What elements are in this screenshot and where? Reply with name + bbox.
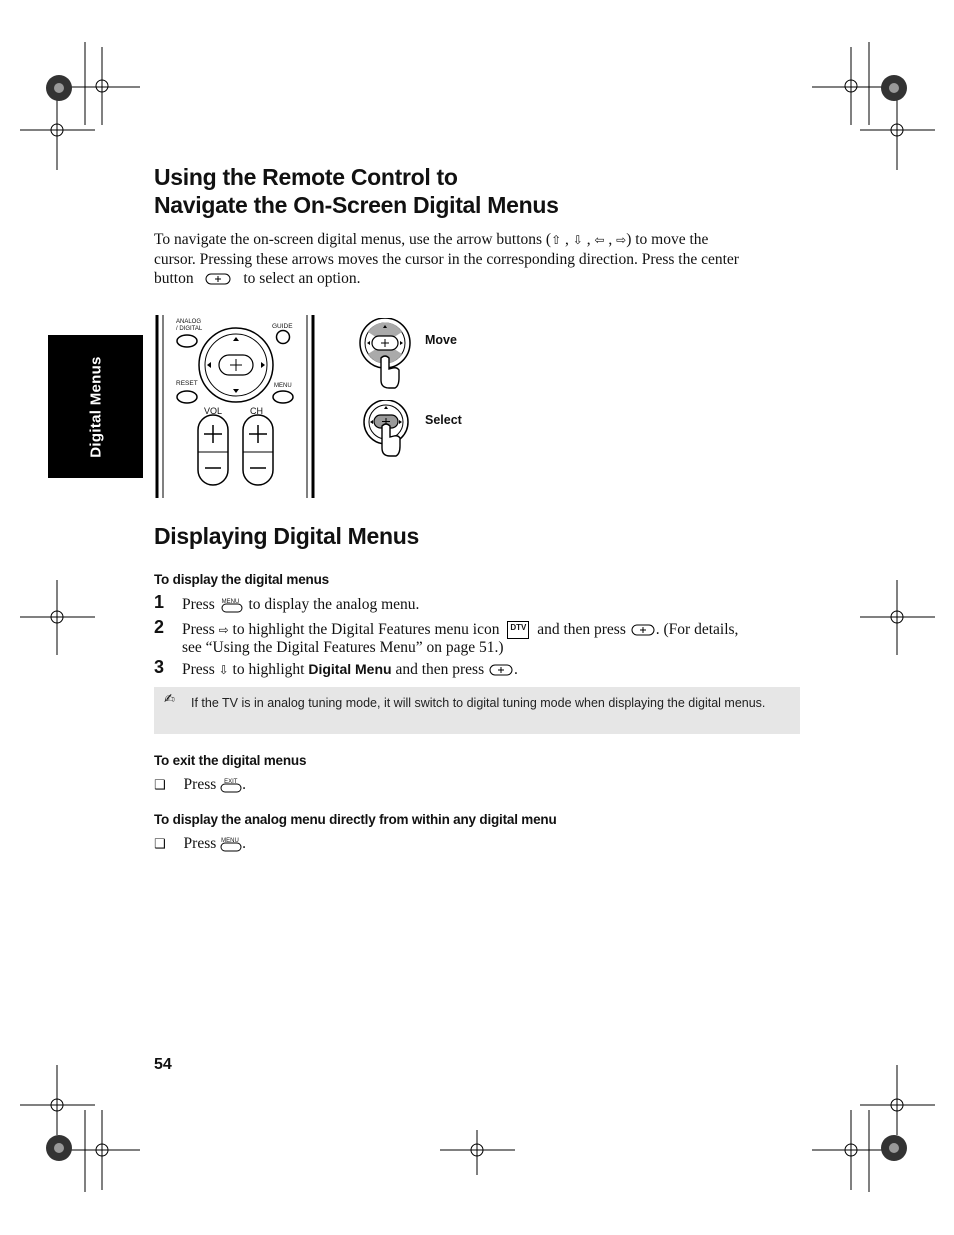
remote-guide-label: GUIDE bbox=[272, 323, 293, 330]
intro-line-1: To navigate the on-screen digital menus, use the arrow buttons (⇧ , ⇩ , ⇦ , ⇨) to move the bbox=[154, 231, 709, 248]
note-box bbox=[154, 687, 800, 734]
center-button-icon bbox=[204, 272, 234, 286]
checkbox-bullet-icon: ❑ bbox=[154, 837, 166, 852]
page-heading bbox=[154, 163, 559, 219]
intro-line-2: cursor. Pressing these arrows moves the cursor in the corresponding direction. Press the center bbox=[154, 251, 739, 268]
remote-analog-label: ANALOG / DIGITAL bbox=[176, 319, 203, 332]
heading-line-2: Navigate the On-Screen Digital Menus bbox=[154, 192, 559, 218]
heading-line-1: Using the Remote Control to bbox=[154, 164, 458, 190]
center-button-icon bbox=[630, 623, 656, 637]
select-joystick-icon bbox=[358, 400, 418, 460]
remote-body bbox=[155, 315, 320, 498]
section3-item: ❑ Press MENU . bbox=[154, 835, 247, 852]
exit-button-icon: EXIT bbox=[220, 777, 242, 793]
arrow-right-icon: ⇨ bbox=[218, 623, 229, 637]
menu-button-icon: MENU bbox=[221, 597, 243, 613]
section2-item: ❑ Press EXIT . bbox=[154, 776, 247, 793]
select-label: Select bbox=[425, 413, 462, 427]
move-joystick-icon bbox=[355, 318, 417, 390]
section-heading: Displaying Digital Menus bbox=[154, 523, 420, 549]
arrow-down-icon: ⇩ bbox=[218, 663, 229, 677]
menu-button-icon: MENU bbox=[220, 836, 242, 852]
side-tab bbox=[48, 335, 143, 478]
checkbox-bullet-icon: ❑ bbox=[154, 778, 166, 793]
remote-ch-label: CH bbox=[250, 406, 263, 416]
step-2-line-2: see “Using the Digital Features Menu” on page 51.) bbox=[182, 639, 504, 656]
arrow-up-icon: ⇧ bbox=[551, 233, 562, 247]
section3-title: To display the analog menu directly from within any digital menu bbox=[154, 812, 557, 827]
section2-title: To exit the digital menus bbox=[154, 753, 307, 768]
center-button-icon bbox=[488, 663, 514, 677]
move-label: Move bbox=[425, 333, 457, 347]
step-number: 1 bbox=[154, 592, 165, 612]
arrow-right-icon: ⇨ bbox=[616, 233, 627, 247]
side-tab-label: Digital Menus bbox=[87, 355, 104, 458]
intro-paragraph bbox=[154, 230, 804, 288]
intro-line-3: button to select an option. bbox=[154, 270, 361, 287]
note-text: If the TV is in analog tuning mode, it will switch to digital tuning mode when displaying the digital menus. bbox=[191, 696, 766, 710]
arrow-down-icon: ⇩ bbox=[572, 233, 583, 247]
step-number: 2 bbox=[154, 617, 165, 637]
remote-vol-label: VOL bbox=[204, 406, 223, 416]
arrow-left-icon: ⇦ bbox=[594, 233, 605, 247]
remote-reset-label: RESET bbox=[176, 380, 198, 387]
remote-illustration bbox=[155, 315, 320, 498]
page-number: 54 bbox=[154, 1056, 172, 1073]
remote-menu-label: MENU bbox=[274, 383, 292, 389]
section1-title: To display the digital menus bbox=[154, 572, 329, 587]
dtv-icon: DTV bbox=[507, 621, 529, 639]
step-number: 3 bbox=[154, 657, 165, 677]
note-pencil-icon: ✍ bbox=[164, 692, 175, 707]
